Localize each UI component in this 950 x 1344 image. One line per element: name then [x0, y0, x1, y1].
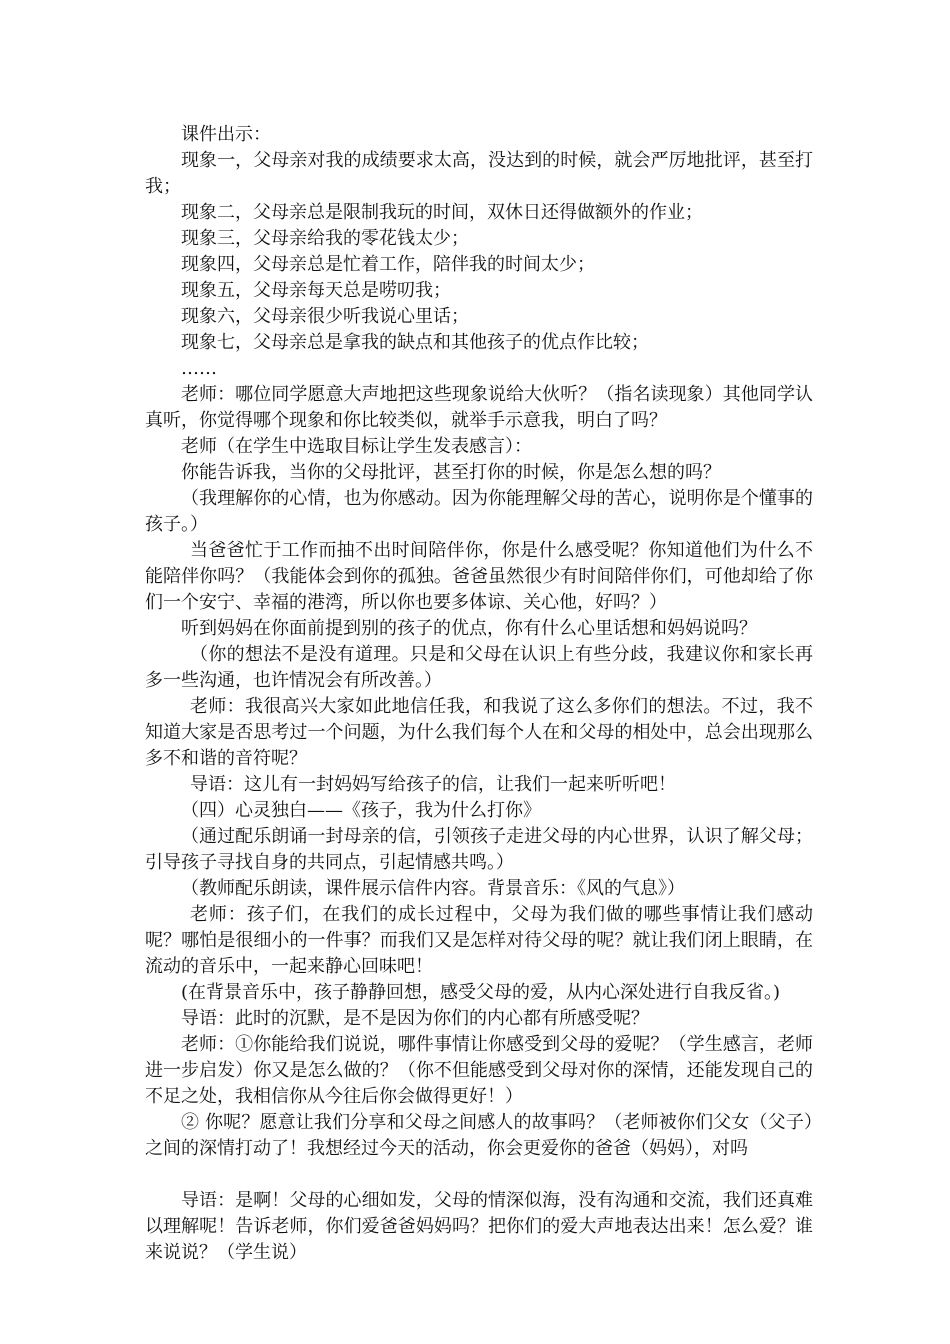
document-page — [145, 122, 813, 1266]
paragraph-intro-letter: 导语：这儿有一封妈妈写给孩子的信，让我们一起来听听吧！ — [190, 774, 676, 795]
paragraph-teacher-selects: 老师（在学生中选取目标让学生发表感言）： — [181, 436, 532, 457]
paragraph-courseware-heading: 课件出示： — [181, 124, 271, 145]
paragraph-teacher-item-1: 老师：①你能给我们说说，哪件事情让你感受到父母的爱呢？（学生感言，老师进一步启发）你又是怎么做的？（你不但能感受到父母对你的深情，还能发现自己的不足之处，我相信你从今往后你会做得更好！） — [145, 1034, 813, 1107]
paragraph-phenomenon-6: 现象六，父母亲很少听我说心里话； — [181, 306, 469, 327]
section-heading-monologue: （四）心灵独白——《孩子，我为什么打你》 — [181, 800, 541, 821]
paragraph-teacher-question: 老师：哪位同学愿意大声地把这些现象说给大伙听？（指名读现象）其他同学认真听，你觉得哪个现象和你比较类似，就举手示意我，明白了吗？ — [145, 384, 813, 431]
paragraph-teacher-trust: 老师：我很高兴大家如此地信任我，和我说了这么多你们的想法。不过，我不知道大家是否思考过一个问题，为什么我们每个人在和父母的相处中，总会出现那么多不和谐的音符呢？ — [145, 696, 813, 769]
paragraph-teacher-reflect: 老师：孩子们，在我们的成长过程中，父母为我们做的哪些事情让我们感动呢？哪怕是很细小的一件事？而我们又是怎样对待父母的呢？就让我们闭上眼睛，在流动的音乐中，一起来静心回味吧！ — [145, 904, 813, 977]
paragraph-response-communication: （你的想法不是没有道理。只是和父母在认识上有些分歧，我建议你和家长再多一些沟通，也许情况会有所改善。） — [145, 644, 813, 691]
paragraph-background-music: (在背景音乐中，孩子静静回想，感受父母的爱，从内心深处进行自我反省。) — [181, 982, 781, 1003]
paragraph-phenomenon-4: 现象四，父母亲总是忙着工作，陪伴我的时间太少； — [181, 254, 595, 275]
blank-line — [145, 1162, 813, 1188]
paragraph-phenomenon-5: 现象五，父母亲每天总是唠叨我； — [181, 280, 451, 301]
paragraph-teacher-item-2: ② 你呢？愿意让我们分享和父母之间感人的故事吗？（老师被你们父女（父子）之间的深情打动了！我想经过今天的活动，你会更爱你的爸爸（妈妈），对吗 — [145, 1112, 813, 1159]
paragraph-phenomenon-2: 现象二，父母亲总是限制我玩的时间，双休日还得做额外的作业； — [181, 202, 703, 223]
paragraph-purpose-note: （通过配乐朗诵一封母亲的信，引领孩子走进父母的内心世界，认识了解父母；引导孩子寻找自身的共同点，引起情感共鸣。） — [145, 826, 813, 873]
paragraph-question-father-busy: 当爸爸忙于工作而抽不出时间陪伴你，你是什么感受呢？你知道他们为什么不能陪伴你吗？（我能体会到你的孤独。爸爸虽然很少有时间陪伴你们，可他却给了你们一个安宁、幸福的港湾，所以你也要多体谅、关心他，好吗？） — [145, 540, 813, 613]
paragraph-phenomenon-1: 现象一，父母亲对我的成绩要求太高，没达到的时候，就会严厉地批评，甚至打我； — [145, 150, 813, 197]
paragraph-phenomenon-3: 现象三，父母亲给我的零花钱太少； — [181, 228, 469, 249]
paragraph-music-note: （教师配乐朗读，课件展示信件内容。背景音乐：《风的气息》） — [181, 878, 685, 899]
paragraph-intro-silence: 导语：此时的沉默，是不是因为你们的内心都有所感受呢？ — [181, 1008, 649, 1029]
paragraph-phenomenon-7: 现象七，父母亲总是拿我的缺点和其他孩子的优点作比较； — [181, 332, 649, 353]
paragraph-intro-express-love: 导语：是啊！父母的心细如发，父母的情深似海，没有沟通和交流，我们还真难以理解呢！告诉老师，你们爱爸爸妈妈吗？把你们的爱大声地表达出来！怎么爱？谁来说说？（学生说） — [145, 1190, 813, 1263]
paragraph-ellipsis: …… — [181, 358, 217, 379]
paragraph-question-criticism: 你能告诉我，当你的父母批评，甚至打你的时候，你是怎么想的吗？ — [181, 462, 721, 483]
paragraph-response-understanding: （我理解你的心情，也为你感动。因为你能理解父母的苦心，说明你是个懂事的孩子。） — [145, 488, 813, 535]
paragraph-question-mother: 听到妈妈在你面前提到别的孩子的优点，你有什么心里话想和妈妈说吗？ — [181, 618, 757, 639]
